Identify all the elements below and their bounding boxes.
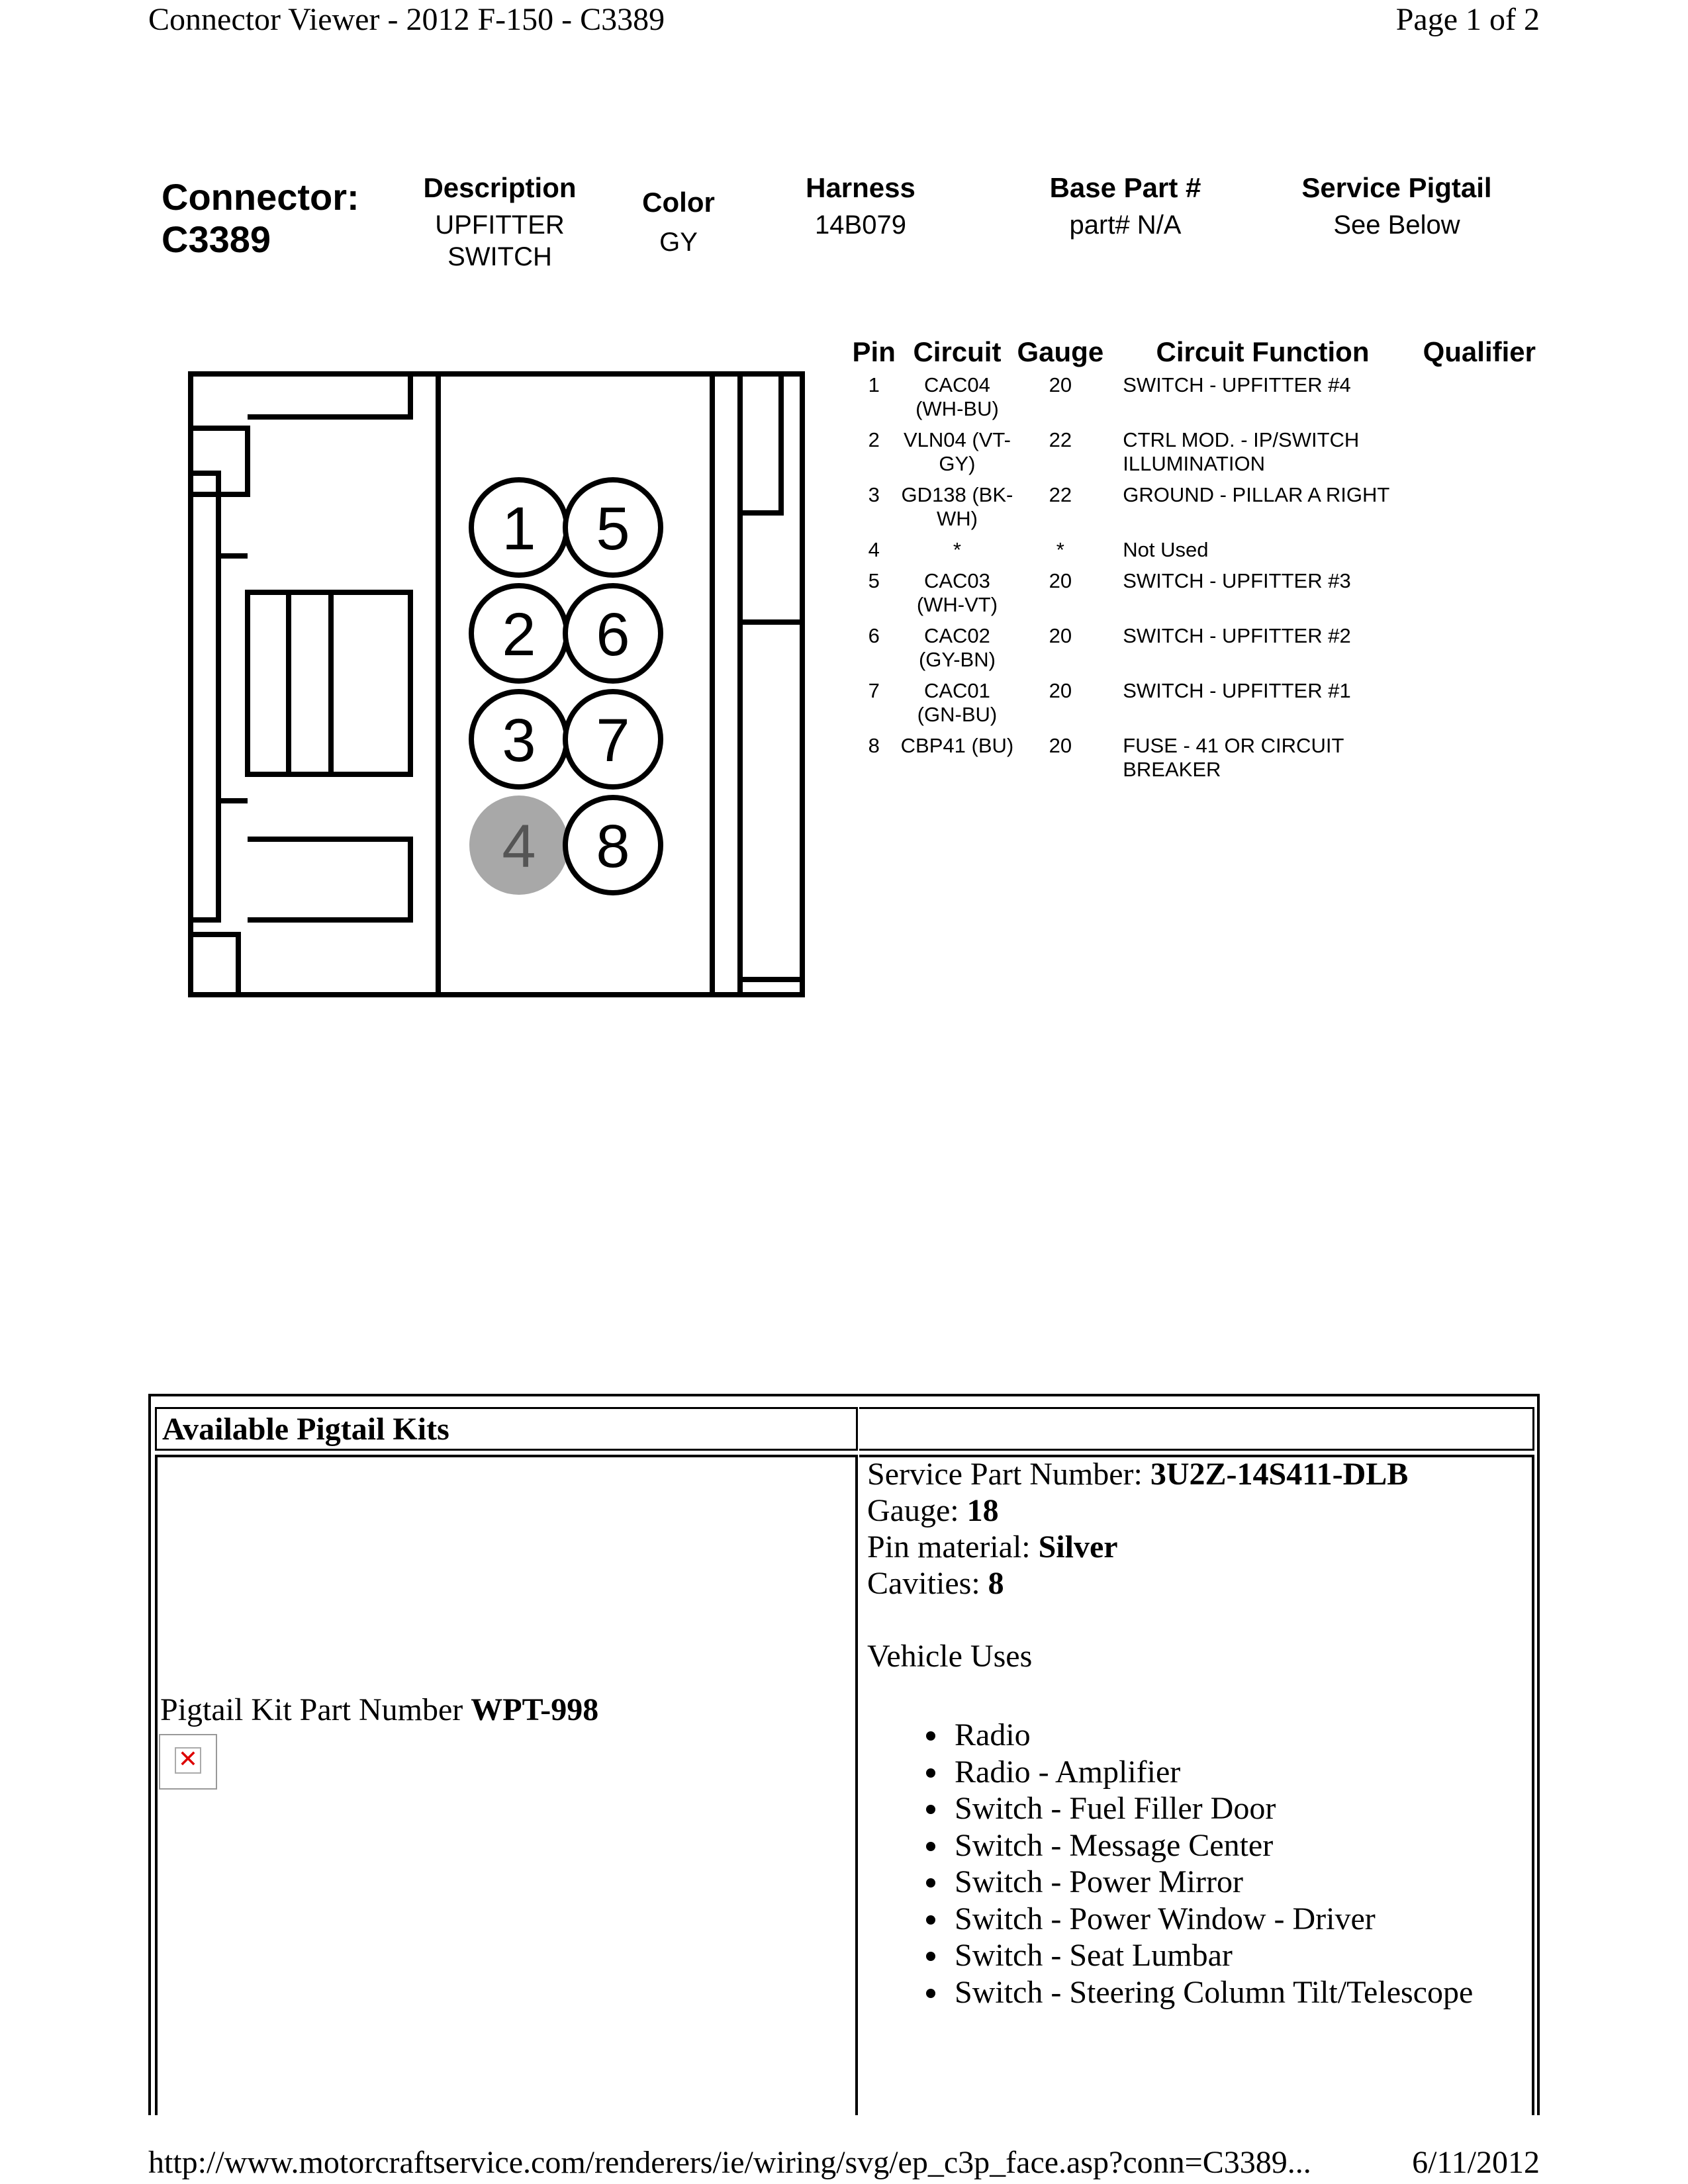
service-part-value: 3U2Z-14S411-DLB [1150,1457,1409,1492]
footer-url: http://www.motorcraftservice.com/renderers/ie/wiring/svg/ep_c3p_face.asp?conn=C3389... [148,2145,1311,2180]
circuit-cell: * [953,538,961,561]
pin-material-label: Pin material: [867,1529,1039,1565]
qualifier-header: Qualifier [1423,336,1536,367]
function-cell: SWITCH - UPFITTER #3 [1123,569,1351,592]
color-value: GY [659,228,698,257]
pin-6 [565,586,661,681]
table-row [847,538,1536,569]
pin-table-header [847,336,1536,373]
function-cell: SWITCH - UPFITTER #1 [1123,679,1351,702]
harness-value: 14B079 [815,210,906,240]
pin-label: 7 [596,707,630,774]
pin-3 [471,692,567,787]
pin-material-value: Silver [1038,1529,1118,1565]
circuit-cell: CAC02 (GY-BN) [918,624,996,671]
base-part-heading: Base Part # [1049,172,1201,203]
pin-cell: 2 [868,428,880,451]
pin-2 [471,586,567,681]
pin-cell: 4 [868,538,880,561]
pin-5 [565,480,661,575]
pin-table [847,336,1536,789]
circuit-cell: CAC04 (WH-BU) [915,373,999,420]
gauge-cell: 20 [1049,679,1072,702]
circuit-cell: CAC01 (GN-BU) [917,679,998,726]
pin-label: 4 [502,813,536,880]
harness-heading: Harness [806,172,915,203]
color-column [622,187,735,258]
pin-label: 8 [596,813,630,880]
qualifier-cell [1403,569,1536,624]
connector-label [162,176,359,261]
qualifier-cell [1403,428,1536,483]
table-row [847,483,1536,538]
list-item: • Switch - Seat Lumbar [949,1937,1473,1974]
pin-cell: 7 [868,679,880,702]
service-pigtail-heading: Service Pigtail [1301,172,1492,203]
qualifier-cell [1403,734,1536,789]
circuit-cell: CAC03 (WH-VT) [916,569,998,616]
pin-7 [565,692,661,787]
list-item: • Radio [949,1717,1473,1754]
circuit-function-header: Circuit Function [1156,336,1370,367]
service-pigtail-column [1278,172,1516,241]
pin-8 [565,797,661,893]
pin-material [867,1529,1408,1565]
table-row [847,624,1536,679]
cavities-value: 8 [988,1566,1004,1601]
footer-date: 6/11/2012 [1412,2145,1540,2180]
cavities [867,1565,1408,1602]
list-item: • Switch - Fuel Filler Door [949,1790,1473,1827]
pin-label: 6 [596,601,630,668]
function-cell: SWITCH - UPFITTER #2 [1123,624,1351,647]
function-cell: SWITCH - UPFITTER #4 [1123,373,1351,396]
description-value-line1: UPFITTER [435,210,565,240]
pigtail-kits-heading: Available Pigtail Kits [155,1407,858,1451]
service-gauge [867,1492,1408,1529]
pin-cell: 3 [868,483,880,506]
table-row [847,569,1536,624]
cavities-label: Cavities: [867,1566,988,1601]
table-row [847,679,1536,734]
gauge-cell: * [1056,538,1064,561]
list-item: • Switch - Power Mirror [949,1864,1473,1901]
list-item: • Switch - Power Window - Driver [949,1901,1473,1938]
function-cell: Not Used [1123,538,1209,561]
circuit-cell: CBP41 (BU) [900,734,1014,757]
circuit-header: Circuit [913,336,1002,367]
function-cell: FUSE - 41 OR CIRCUIT BREAKER [1123,734,1344,781]
qualifier-cell [1403,624,1536,679]
document-title: Connector Viewer - 2012 F-150 - C3389 [148,2,665,37]
function-cell: CTRL MOD. - IP/SWITCH ILLUMINATION [1123,428,1360,475]
pin-cell: 8 [868,734,880,757]
qualifier-cell [1403,483,1536,538]
service-part-details [867,1456,1408,1674]
pin-array [469,480,661,895]
pin-label: 5 [596,495,630,563]
circuit-cell: VLN04 (VT-GY) [903,428,1011,475]
pin-cell: 5 [868,569,880,592]
pin-1 [471,480,567,575]
page-number: Page 1 of 2 [1395,2,1540,37]
description-value-line2: SWITCH [447,242,552,271]
table-row [847,373,1536,428]
pin-cell: 1 [868,373,880,396]
qualifier-cell [1403,538,1536,569]
service-part-number [867,1456,1408,1492]
service-pigtail-value: See Below [1333,210,1460,240]
gauge-value: 18 [966,1493,999,1528]
pigtail-kit-number: WPT-998 [471,1692,599,1727]
function-cell: GROUND - PILLAR A RIGHT [1123,483,1390,506]
gauge-cell: 22 [1049,483,1072,506]
gauge-cell: 20 [1049,624,1072,647]
list-item: • Switch - Steering Column Tilt/Telescope [949,1974,1473,2011]
qualifier-cell [1403,679,1536,734]
gauge-cell: 20 [1049,734,1072,757]
description-column [410,172,589,273]
pigtail-kit-label: Pigtail Kit Part Number [160,1692,471,1727]
list-item: • Switch - Message Center [949,1827,1473,1864]
base-part-column [1033,172,1218,241]
gauge-cell: 22 [1049,428,1072,451]
pigtail-kit-part-number [160,1692,598,1728]
qualifier-cell [1403,373,1536,428]
harness-column [781,172,940,241]
connector-label-line1: Connector: [162,176,359,218]
gauge-label: Gauge: [867,1493,967,1528]
connector-id: C3389 [162,218,271,260]
gauge-header: Gauge [1017,336,1104,367]
gauge-cell: 20 [1049,373,1072,396]
connector-face-diagram [179,364,814,1006]
base-part-value: part# N/A [1069,210,1182,240]
pigtail-heading-spacer [859,1407,1534,1451]
pin-cell: 6 [868,624,880,647]
pin-4-unused [469,796,569,895]
vehicle-uses-list [912,1717,1473,2011]
pin-header: Pin [852,336,896,367]
vehicle-uses-label: Vehicle Uses [867,1639,1033,1674]
table-row [847,734,1536,789]
table-row [847,428,1536,483]
pin-label: 3 [502,707,536,774]
description-heading: Description [423,172,577,203]
service-part-label: Service Part Number: [867,1457,1150,1492]
broken-image-icon: ✕ [159,1734,217,1790]
pin-label: 1 [502,495,536,563]
pin-label: 2 [502,601,536,668]
pigtail-kit-cell [155,1455,858,2115]
color-heading: Color [642,187,715,218]
list-item: • Radio - Amplifier [949,1754,1473,1791]
circuit-cell: GD138 (BK-WH) [901,483,1013,530]
gauge-cell: 20 [1049,569,1072,592]
